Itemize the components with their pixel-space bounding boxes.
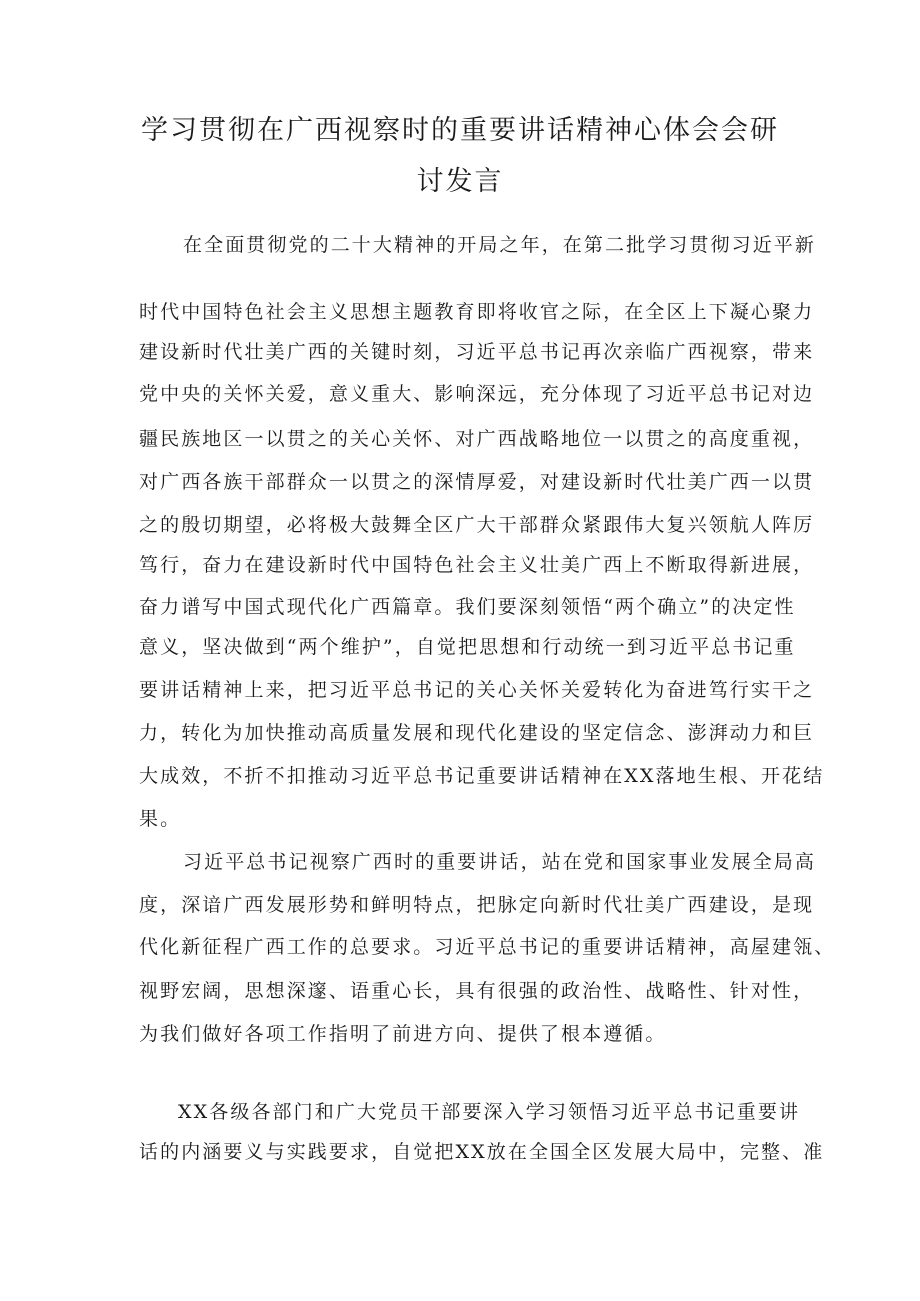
body-text-line: 度，深谙广西发展形势和鲜明特点，把脉定向新时代壮美广西建设，是现 xyxy=(139,894,815,916)
body-text-line: 要讲话精神上来，把习近平总书记的关心关怀关爱转化为奋进笃行实干之 xyxy=(139,679,815,701)
body-text-line: 疆民族地区一以贯之的关心关怀、对广西战略地位一以贯之的高度重视， xyxy=(139,428,815,450)
body-text-line: 之的殷切期望，必将极大鼓舞全区广大干部群众紧跟伟大复兴领航人阵厉 xyxy=(139,514,815,536)
body-text-line: 力，转化为加快推动高质量发展和现代化建设的坚定信念、澎湃动力和巨 xyxy=(139,722,815,744)
body-text-line: 笃行，奋力在建设新时代中国特色社会主义壮美广西上不断取得新进展， xyxy=(139,554,815,576)
body-text-line: 奋力谱写中国式现代化广西篇章。我们要深刻领悟“两个确立”的决定性 xyxy=(139,596,796,618)
body-text-line: 果。 xyxy=(139,808,182,830)
body-text-line: 为我们做好各项工作指明了前进方向、提供了根本遵循。 xyxy=(139,1023,667,1045)
document-title-line-2: 讨发言 xyxy=(416,166,504,197)
body-text-line: 话的内涵要义与实践要求，自觉把XX放在全国全区发展大局中，完整、准 xyxy=(139,1141,825,1163)
body-text-line: 时代中国特色社会主义思想主题教育即将收官之际，在全区上下凝心聚力 xyxy=(139,301,815,323)
body-text-line: 党中央的关怀关爱，意义重大、影响深远，充分体现了习近平总书记对边 xyxy=(139,383,815,405)
body-text-line: XX各级各部门和广大党员干部要深入学习领悟习近平总书记重要讲 xyxy=(178,1101,801,1123)
body-text-line: 大成效，不折不扣推动习近平总书记重要讲话精神在XX落地生根、开花结 xyxy=(139,765,825,787)
body-text-line: 视野宏阔，思想深邃、语重心长，具有很强的政治性、战略性、针对性， xyxy=(139,980,815,1002)
body-text-line: 习近平总书记视察广西时的重要讲话，站在党和国家事业发展全局高 xyxy=(183,851,817,873)
body-text-line: 意义，坚决做到“两个维护”，自觉把思想和行动统一到习近平总书记重 xyxy=(139,636,796,658)
body-text-line: 对广西各族干部群众一以贯之的深情厚爱，对建设新时代壮美广西一以贯 xyxy=(139,471,815,493)
body-text-line: 代化新征程广西工作的总要求。习近平总书记的重要讲话精神，高屋建瓴、 xyxy=(139,936,836,958)
document-title-line-1: 学习贯彻在广西视察时的重要讲话精神心体会会研 xyxy=(141,115,779,146)
body-text-line: 在全面贯彻党的二十大精神的开局之年，在第二批学习贯彻习近平新 xyxy=(183,234,817,256)
body-text-line: 建设新时代壮美广西的关键时刻，习近平总书记再次亲临广西视察，带来 xyxy=(139,341,815,363)
